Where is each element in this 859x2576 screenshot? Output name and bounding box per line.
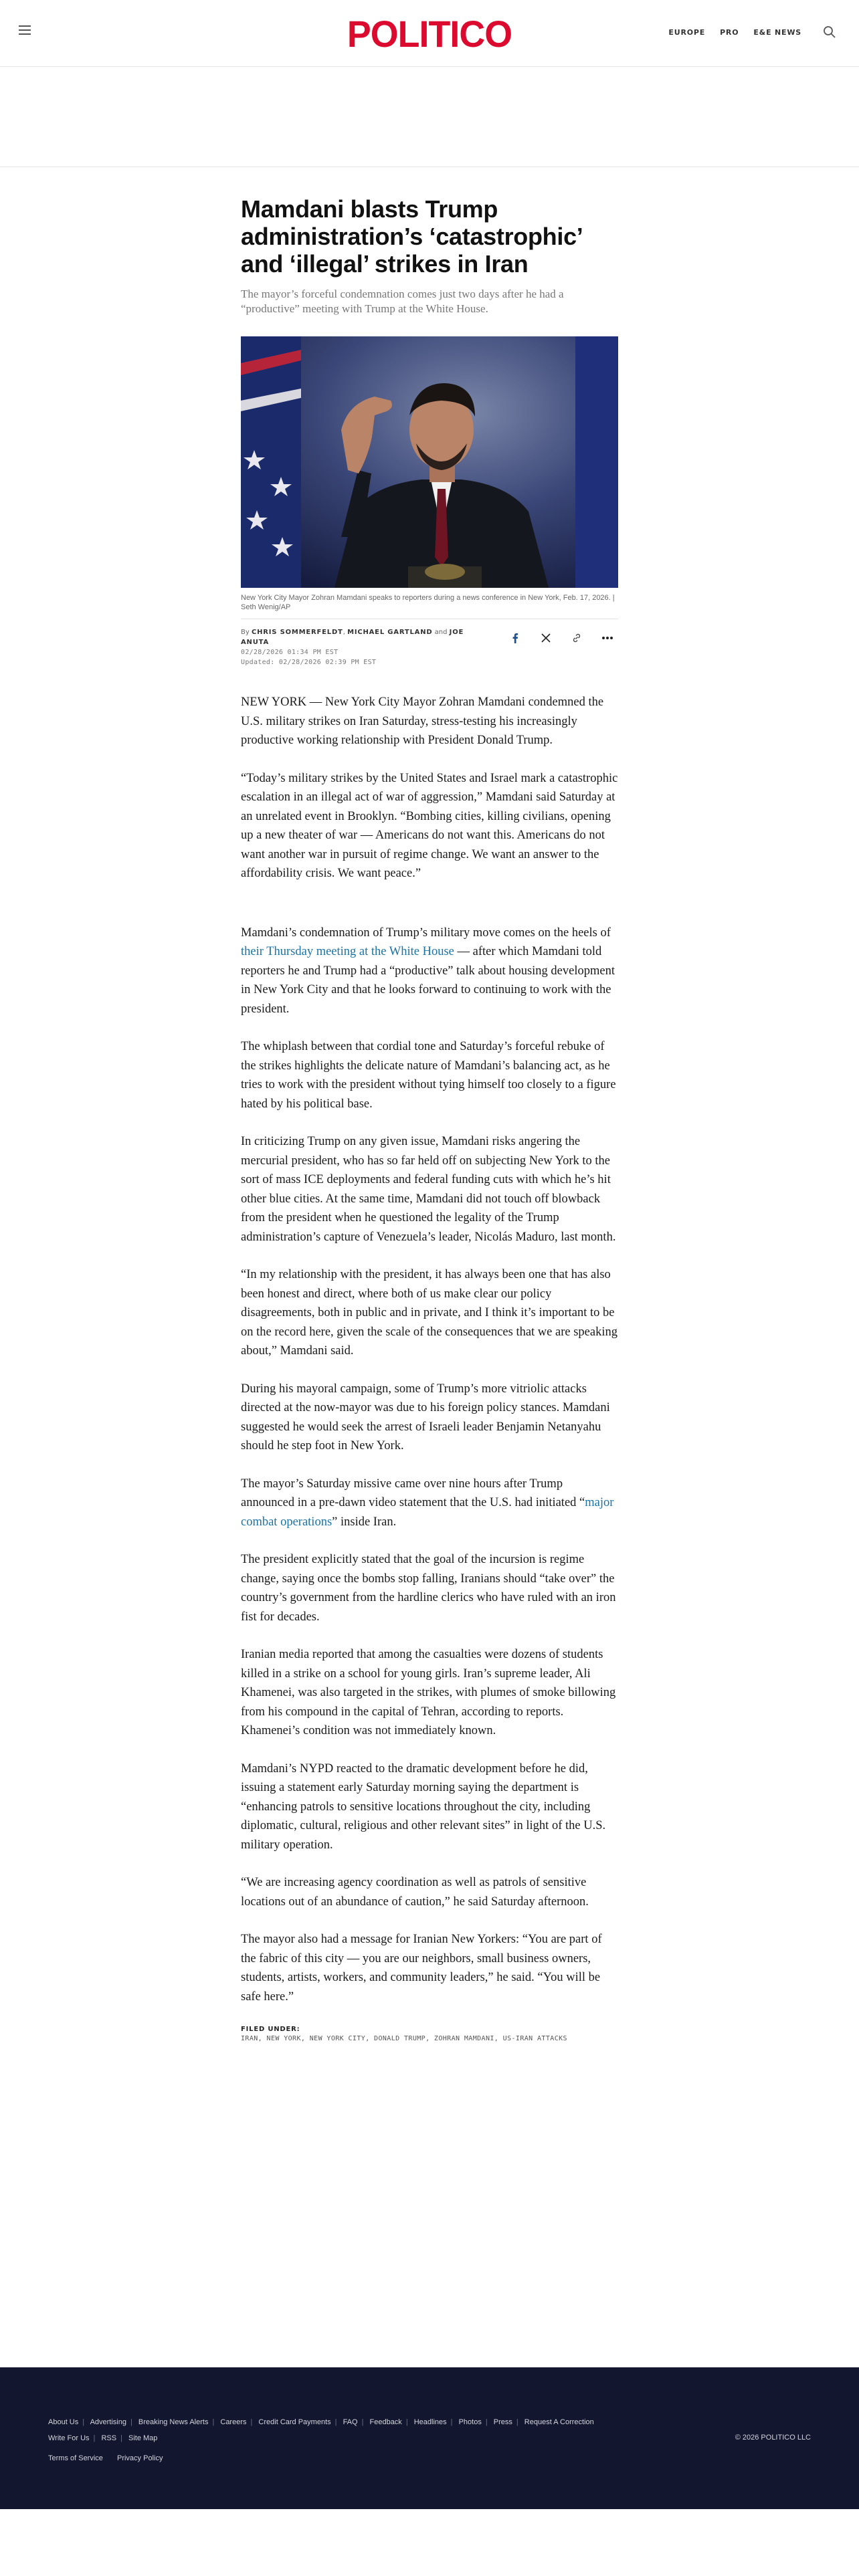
photo-caption: New York City Mayor Zohran Mamdani speaks to reporters during a news conference in New York, Feb. 17, 2026. | Seth Wenig/AP — [241, 593, 618, 619]
footer-link[interactable]: Site Map — [128, 2434, 158, 2442]
paragraph: “Today’s military strikes by the United States and Israel mark a catastrophic escalation in an illegal act of war of aggression,” Mamdani said Saturday at an unrelated event in Brooklyn. “Bombing cities, killing civilians, opening up a new theater of war — Americans do not want this. Americans do not want another war in pursuit of regime change. We want an answer to the affordability crisis. We want peace.” — [241, 771, 618, 880]
copyright: © 2026 POLITICO LLC — [735, 2434, 811, 2442]
article — [241, 195, 618, 2044]
more-icon[interactable] — [597, 627, 618, 649]
paragraph: During his mayoral campaign, some of Trump’s more vitriolic attacks directed at the now-mayor was due to his foreign policy stances. Mamdani suggested he would seek the arrest of Israeli leader Benjamin Netanyahu should he step foot in New York. — [241, 1382, 610, 1453]
footer-link[interactable]: Write For Us — [48, 2434, 90, 2442]
top-nav — [668, 28, 801, 37]
byline-row — [241, 627, 618, 686]
nav-item-pro[interactable]: PRO — [720, 28, 739, 37]
author-link[interactable]: JOE ANUTA — [241, 629, 464, 646]
paragraph: The mayor also had a message for Iranian New Yorkers: “You are part of the fabric of this city — you are our neighbors, small business owners, students, artists, workers, and community leaders,” he said. “You will be safe here.” — [241, 1933, 602, 2004]
paragraph: The whiplash between that cordial tone and Saturday’s forceful rebuke of the strikes highlights the delicate nature of Mamdani’s balancing act, as he tries to work with the president without tying himself too closely to a figure hated by his political base. — [241, 1040, 616, 1111]
footer-link[interactable]: Photos — [458, 2418, 482, 2426]
footer-link[interactable]: Advertising — [90, 2418, 126, 2426]
footer-link[interactable]: Headlines — [413, 2418, 447, 2426]
paragraph: “We are increasing agency coordination as well as patrols of sensitive locations out of an abundance of caution,” he said Saturday afternoon. — [241, 1876, 589, 1909]
paragraph: The mayor’s Saturday missive came over nine hours after Trump announced in a pre-dawn video statement that the U.S. had initiated “major combat operations” inside Iran. — [241, 1477, 614, 1529]
terms-link[interactable]: Terms of Service — [48, 2454, 103, 2462]
privacy-link[interactable]: Privacy Policy — [116, 2454, 163, 2462]
filed-under-label: FILED UNDER: — [241, 2026, 300, 2033]
byline-and: and — [434, 629, 448, 636]
paragraph: Mamdani’s NYPD reacted to the dramatic development before he did, issuing a statement early Saturday morning saying the department is “enhancing patrols to sensitive locations throughout the city, including diplomatic, cultural, religious and other relevant sites” in light of the U.S. military operation. — [241, 1761, 606, 1852]
byline — [241, 627, 488, 647]
publish-date: 02/28/2026 01:34 PM EST — [241, 649, 339, 656]
nav-item-europe[interactable]: EUROPE — [668, 28, 706, 37]
byline-by: By — [241, 629, 250, 636]
hero-photo-illustration — [241, 336, 618, 588]
inline-link[interactable]: major combat operations — [241, 1496, 614, 1529]
paragraph: Mamdani’s condemnation of Trump’s military move comes on the heels of their Thursday meeting at the White House — after which Mamdani told reporters he and Trump had a “productive” talk about housing development in New York City and that he looks forward to continuing to work with the president. — [241, 926, 615, 1016]
footer-link[interactable]: Careers — [220, 2418, 247, 2426]
updated-date: Updated: 02/28/2026 02:39 PM EST — [241, 659, 377, 666]
paragraph: NEW YORK — New York City Mayor Zohran Mamdani condemned the U.S. military strikes on Iran Saturday, stress-testing his increasingly productive working relationship with President Donald Trump. — [241, 695, 604, 747]
ad-slot — [0, 67, 859, 167]
article-headline: Mamdani blasts Trump administration’s ‘catastrophic’ and ‘illegal’ strikes in Iran — [241, 195, 582, 278]
author-link[interactable]: MICHAEL GARTLAND — [347, 629, 433, 636]
share-bar — [504, 627, 618, 649]
site-footer — [0, 2367, 859, 2509]
footer-links — [48, 2414, 624, 2446]
footer-link[interactable]: Press — [493, 2418, 512, 2426]
article-body — [241, 693, 618, 2006]
footer-legal — [48, 2454, 175, 2462]
paragraph: In criticizing Trump on any given issue, Mamdani risks angering the mercurial president, who has so far held off on subjecting New York to the sort of mass ICE deployments and federal funding cuts with which he’s hit other blue cities. At the same time, Mamdani did not touch off blowback from the president when he questioned the legality of the Trump administration’s capture of Venezuela’s leader, Nicolás Maduro, last month. — [241, 1135, 616, 1244]
inline-link[interactable]: their Thursday meeting at the White House — [241, 945, 454, 958]
footer-link[interactable]: About Us — [48, 2418, 79, 2426]
footer-link[interactable]: Credit Card Payments — [258, 2418, 331, 2426]
footer-link[interactable]: Breaking News Alerts — [138, 2418, 209, 2426]
hero-photo — [241, 336, 618, 588]
filed-under — [241, 2025, 618, 2044]
paragraph: The president explicitly stated that the goal of the incursion is regime change, saying once the bombs stop falling, Iranians should “take over” the country’s government from the hardline clerics who have ruled with an iron fist for decades. — [241, 1553, 616, 1624]
paragraph: “In my relationship with the president, it has always been one that has also been honest and direct, where both of us make clear our policy disagreements, both in public and in private, and I think it’s important to be on the record here, given the scale of the consequences that we are speaking about,” Mamdani said. — [241, 1268, 617, 1358]
byline-comma: , — [343, 629, 345, 636]
site-logo[interactable]: POLITICO — [347, 13, 512, 55]
nav-item-ee-news[interactable]: E&E NEWS — [753, 28, 801, 37]
article-dek: The mayor’s forceful condemnation comes just two days after he had a “productive” meeting with Trump at the White House. — [241, 288, 564, 315]
search-icon[interactable] — [823, 25, 836, 39]
footer-link[interactable]: Feedback — [369, 2418, 402, 2426]
footer-link[interactable]: RSS — [101, 2434, 117, 2442]
x-icon[interactable] — [535, 627, 557, 649]
paragraph: Iranian media reported that among the casualties were dozens of students killed in a strike on a school for young girls. Iran’s supreme leader, Ali Khamenei, was also targeted in the strikes, with plumes of smoke billowing from his compound in the capital of Tehran, according to reports. Khamenei’s condition was not immediately known. — [241, 1648, 616, 1737]
author-link[interactable]: CHRIS SOMMERFELDT — [251, 629, 343, 636]
facebook-icon[interactable] — [504, 627, 526, 649]
filed-under-tags[interactable]: IRAN, NEW YORK, NEW YORK CITY, DONALD TRUMP, ZOHRAN MAMDANI, US-IRAN ATTACKS — [241, 2035, 567, 2042]
footer-link[interactable]: Request A Correction — [524, 2418, 594, 2426]
footer-link[interactable]: FAQ — [343, 2418, 358, 2426]
footer-links-row2: Write For Us | RSS | Site Map — [48, 2434, 158, 2442]
site-header — [0, 0, 859, 67]
footer-links-row1: About Us | Advertising | Breaking News Alerts | Careers | Credit Card Payments | FAQ | Feedback | Headlines | Photos | Press | Request A Correction — [48, 2418, 594, 2426]
link-icon[interactable] — [566, 627, 587, 649]
